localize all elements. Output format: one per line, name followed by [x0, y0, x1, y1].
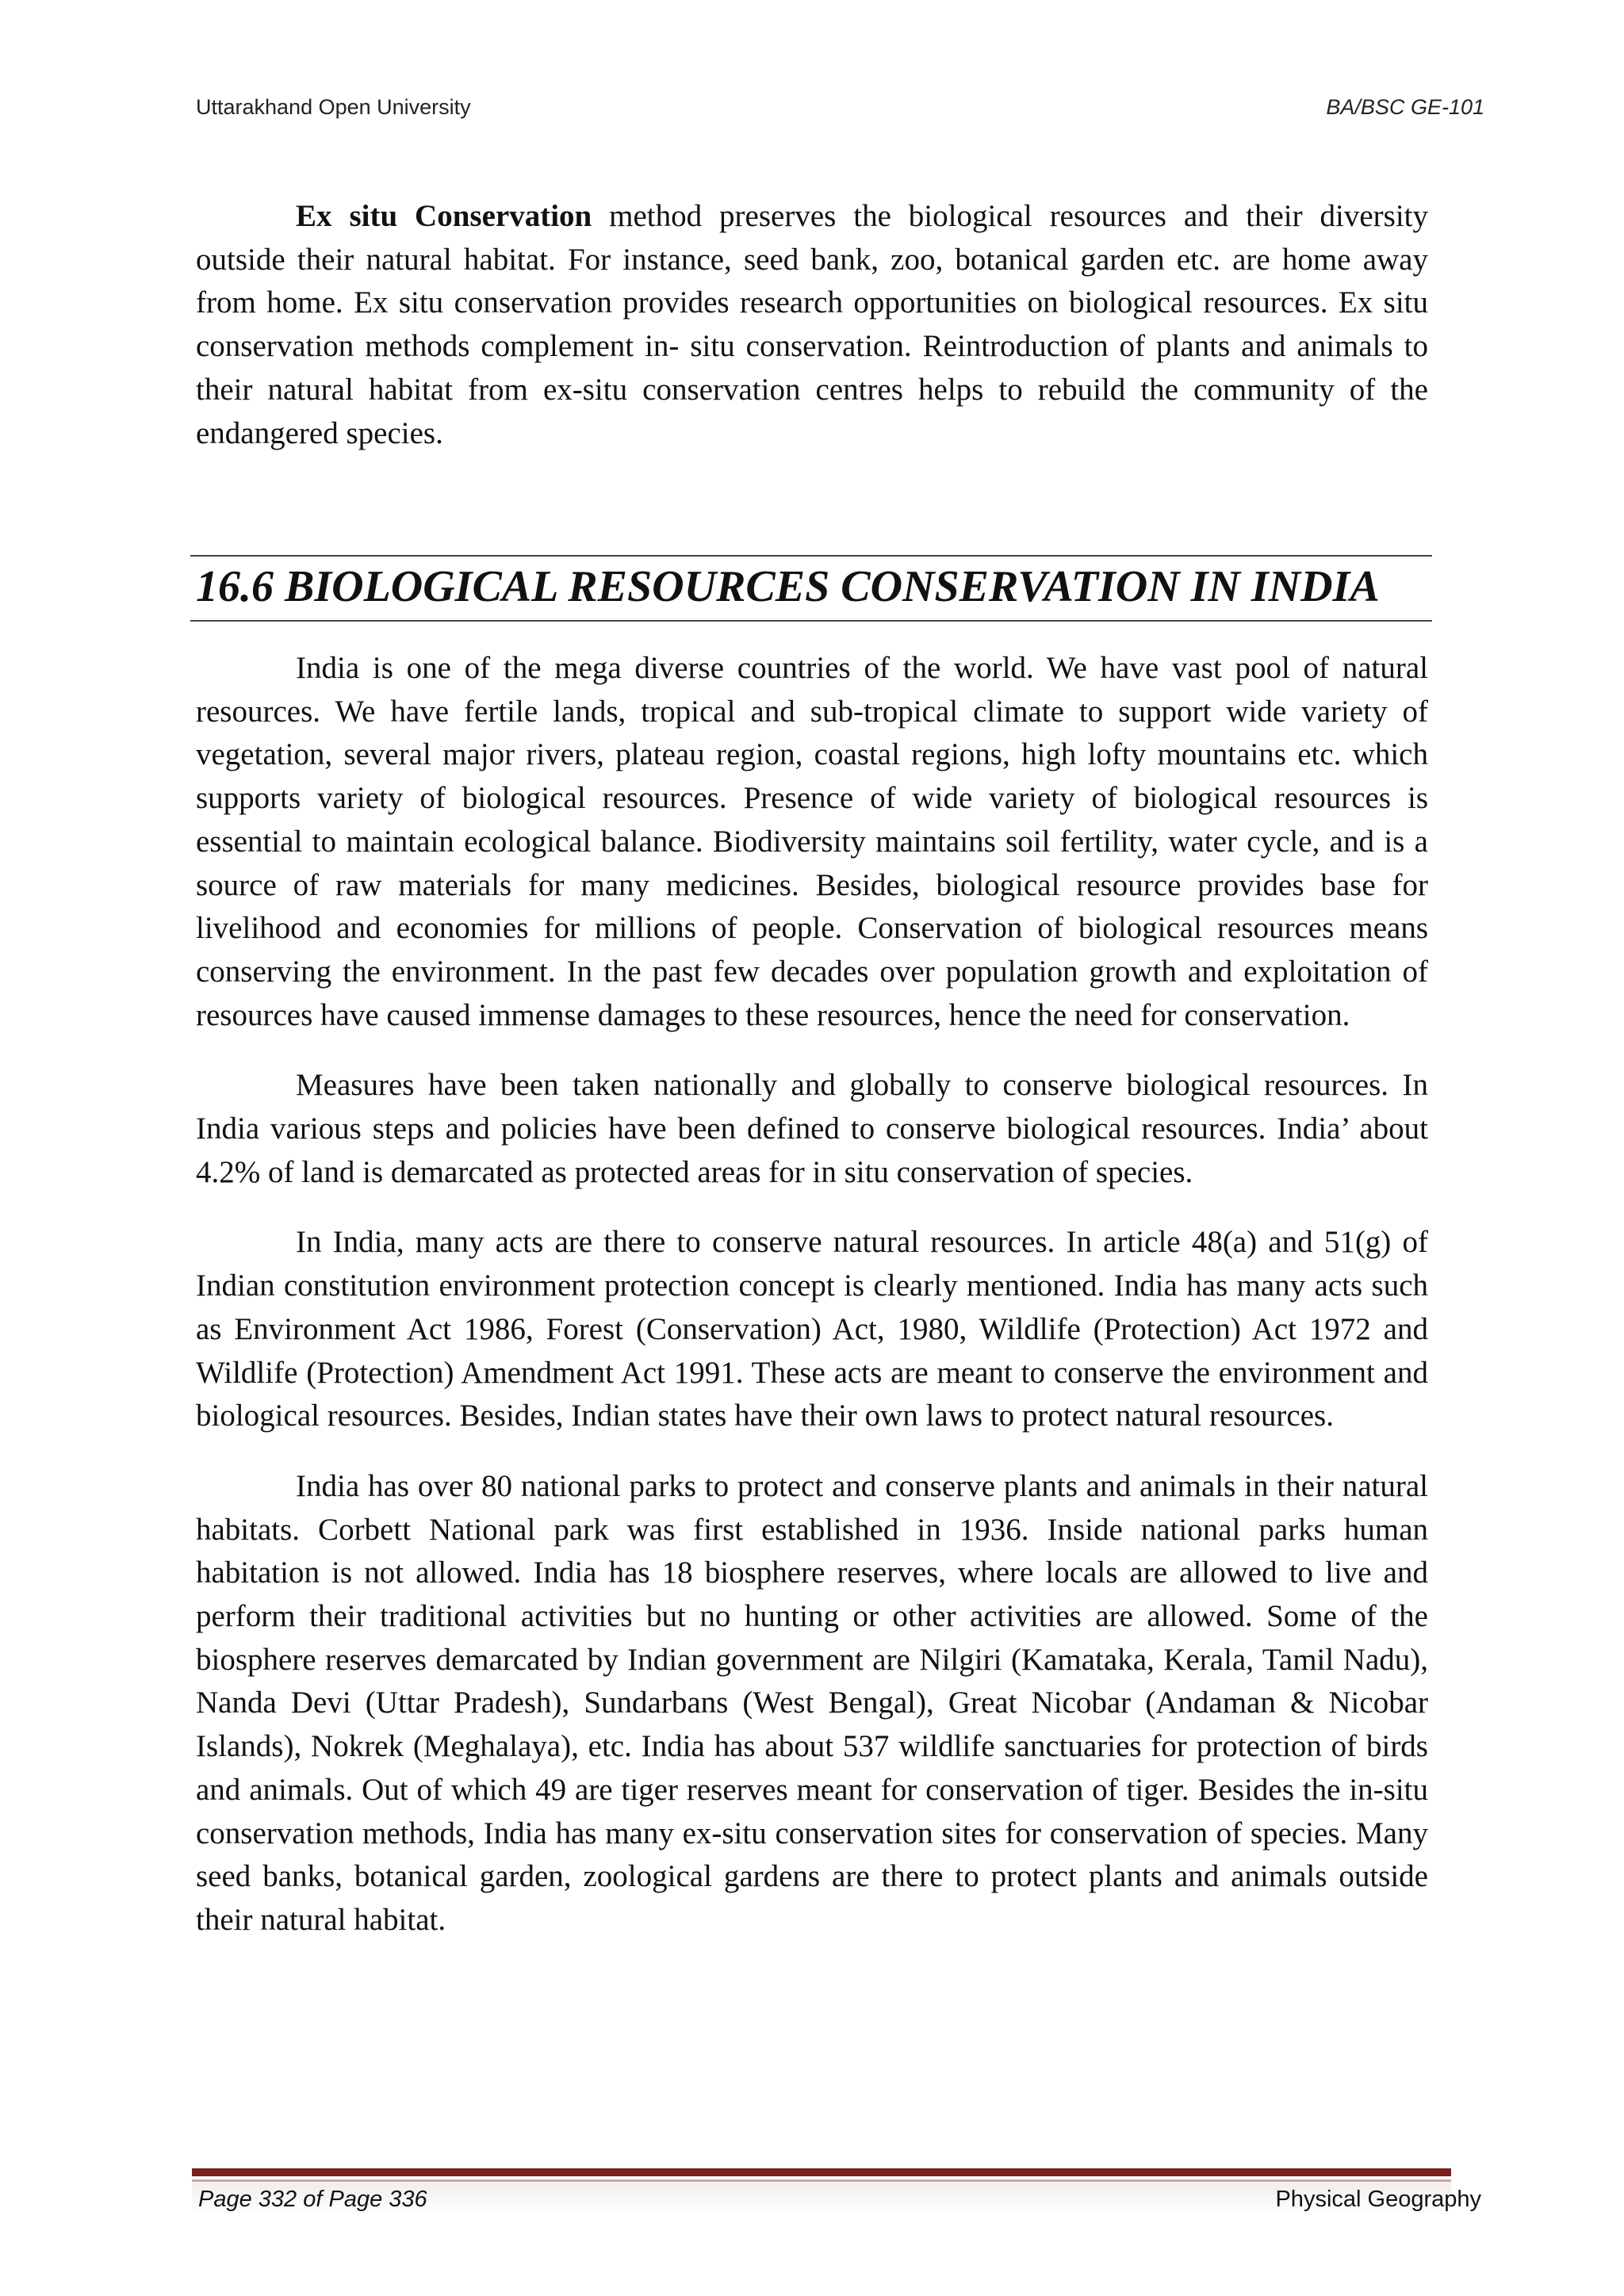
footer-page-number: Page 332 of Page 336: [198, 2187, 427, 2212]
intro-block: [196, 195, 1428, 455]
header-institution: Uttarakhand Open University: [196, 95, 471, 119]
intro-lead-term: Ex situ Conservation: [296, 199, 592, 233]
section-title: 16.6 BIOLOGICAL RESOURCES CONSERVATION IN INDIA: [196, 562, 1380, 611]
footer-rule: [192, 2168, 1451, 2176]
footer-rule-accent: [192, 2179, 1451, 2182]
running-header: [196, 95, 1484, 132]
paragraph-protected-areas: India has over 80 national parks to protect and conserve plants and animals in their natural habitats. Corbett National park was first established in 1936. Inside national parks human habitation is not allowed. India has 18 biosphere reserves, where locals are allowed to live and perform their traditional activities but no hunting or other activities are allowed. Some of the biosphere reserves demarcated by Indian government are Nilgiri (Kamataka, Kerala, Tamil Nadu), Nanda Devi (Uttar Pradesh), Sundarbans (West Bengal), Great Nicobar (Andaman & Nicobar Islands), Nokrek (Meghalaya), etc. India has about 537 wildlife sanctuaries for protection of birds and animals. Out of which 49 are tiger reserves meant for conservation of tiger. Besides the in-situ conservation methods, India has many ex-situ conservation sites for conservation of species. Many seed banks, botanical garden, zoological gardens are there to protect plants and animals outside their natural habitat.: [196, 1468, 1428, 1937]
page-footer: [198, 2187, 1481, 2218]
section-body: [196, 647, 1428, 1942]
paragraph-acts: In India, many acts are there to conserve natural resources. In article 48(a) and 51(g) of Indian constitution environment protection concept is clearly mentioned. India has many acts such as Environment Act 1986, Forest (Conservation) Act, 1980, Wildlife (Protection) Act 1972 and Wildlife (Protection) Amendment Act 1991. These acts are meant to conserve the environment and biological resources. Besides, Indian states have their own laws to protect natural resources.: [196, 1225, 1428, 1433]
intro-text: method preserves the biological resources and their diversity outside their natural habitat. For instance, seed bank, zoo, botanical garden etc. are home away from home. Ex situ conservation provides research opportunities on biological resources. Ex situ conservation methods complement in- situ conservation. Reintroduction of plants and animals to their natural habitat from ex-situ conservation centres helps to rebuild the community of the endangered species.: [196, 199, 1428, 450]
paragraph-measures: Measures have been taken nationally and globally to conserve biological resources. In India various steps and policies have been defined to conserve biological resources. India’ about 4.2% of land is demarcated as protected areas for in situ conservation of species.: [196, 1068, 1428, 1189]
paragraph-overview: India is one of the mega diverse countries of the world. We have vast pool of natural resources. We have fertile lands, tropical and sub-tropical climate to support wide variety of vegetation, several major rivers, plateau region, coastal regions, high lofty mountains etc. which supports variety of biological resources. Presence of wide variety of biological resources is essential to maintain ecological balance. Biodiversity maintains soil fertility, water cycle, and is a source of raw materials for many medicines. Besides, biological resource provides base for livelihood and economies for millions of people. Conservation of biological resources means conserving the environment. In the past few decades over population growth and exploitation of resources have caused immense damages to these resources, hence the need for conservation.: [196, 651, 1428, 1032]
intro-paragraph: [196, 195, 1428, 455]
footer-subject: Physical Geography: [1275, 2187, 1481, 2212]
section-rule-bottom: [190, 620, 1432, 622]
header-course-code: BA/BSC GE-101: [1326, 95, 1484, 119]
